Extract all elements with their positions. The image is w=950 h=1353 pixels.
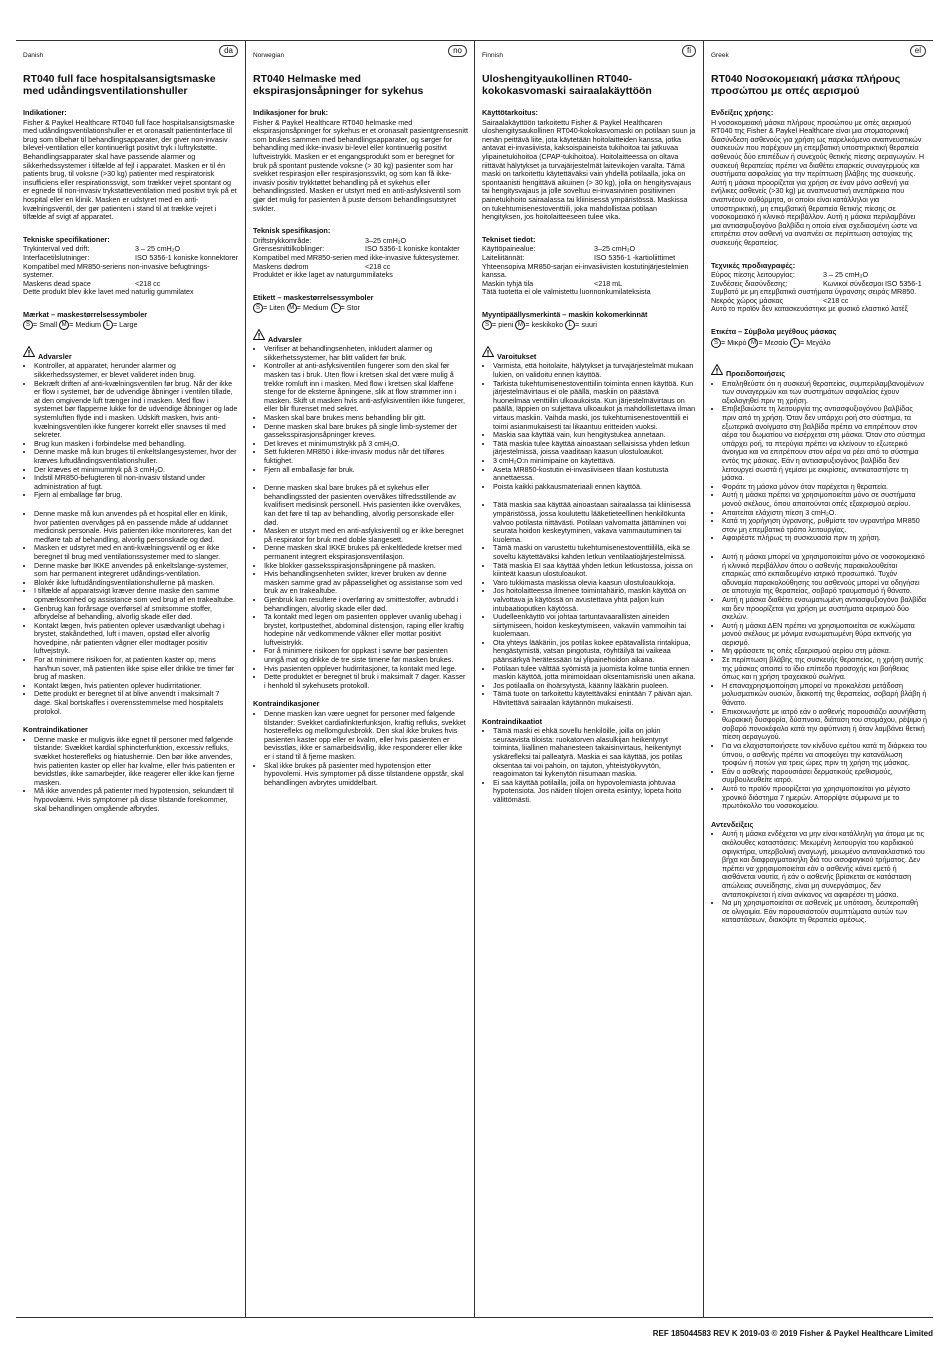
column-fi: [474, 41, 703, 1317]
warning-item: • Maskia saa käyttää vain, kun hengitystukea annetaan.: [493, 431, 697, 440]
contraindications-list: [253, 710, 468, 787]
language-code-badge: fi: [682, 45, 696, 57]
warning-item: • Bekræft driften af anti-kvælningsventilen før brug. Når der ikke er flow i systemet, bør de udvendige åbninger i ventilen tillade, at den omgivende luft trænger ind i masken. Med flow i systemet bør flapperne lukke for de udvendige åbninger og lade systemluften flyde ind i masken. Udskift masken, hvis anti-kvælningsventilen ikke fungerer korrekt eller snavses til med sekreter.: [34, 380, 239, 440]
warning-item: • Potilaan tulee välttää syömistä ja juomista kolme tuntia ennen maskin käyttöä, jotta minimoidaan oksentamisriski unen aikana.: [493, 665, 697, 682]
size-label: = Μεσαίο: [758, 337, 789, 347]
warning-item: • Dette produktet er beregnet til bruk i maksimalt 7 dager. Kasser i henhold til sykehusets protokoll.: [264, 673, 468, 690]
size-s-icon: S: [482, 320, 492, 330]
contraindication-item: • Skal ikke brukes på pasienter med hypotensjon etter hypovolemi. Hvis symptomer på disse tilstandene oppstår, skal behandlingen avbrytes umiddelbart.: [264, 762, 468, 788]
size-symbols: [253, 303, 468, 313]
warning-triangle-icon: [253, 327, 265, 345]
spec-note: Kompatibel med MR850-seriens non-invasive befugtnings-systemer.: [23, 261, 210, 280]
warning-item: • Αυτή η μάσκα μπορεί να χρησιμοποιείται μόνο σε νοσοκομειακό ή κλινικό περιβάλλον όπου ο ασθενής παρακολουθείται επαρκώς από εκπαιδευμένο ιατρικό προσωπικό. Τυχόν αδυναμία παρακολούθησης του ασθενούς μπορεί να οδηγήσει σε αποτυχία της θεραπείας, σοβαρό τραυματισμό ή θάνατο.: [722, 553, 927, 596]
warning-item: • Denne masken skal bare brukes på et sykehus eller behandlingssted der pasienten overvåkes tilfredsstillende av kvalifisert medisinsk personell. Hvis pasienten ikke overvåkes, kan det føre til tap av behandling, alvorlig personskade eller død.: [264, 484, 468, 527]
spec-note: Tätä tuotetta ei ole valmistettu luonnonkumilateksista: [482, 287, 651, 297]
warning-item: • Masken er udstyret med en anti-kvælningsventil og er ikke beregnet til brug med ventilationssystemer med to slanger.: [34, 544, 239, 561]
indications-heading: Käyttötarkoitus:: [482, 108, 538, 117]
contraindications-heading: Kontraindikationer: [23, 725, 88, 735]
size-label: = Stor: [340, 303, 360, 313]
spec-heading: Tekniset tiedot:: [482, 234, 536, 244]
warning-item: • Dette produkt er beregnet til at blive anvendt i maksimalt 7 dage. Skal bortskaffes i overensstemmelse med hospitalets protokol.: [34, 690, 239, 716]
contraindication-item: • Ei saa käyttää potilailla, joilla on hypovolemiasta johtuvaa hypotensiota. Jos näiden tilojen oireita esiintyy, lopeta hoito välittömästi.: [493, 779, 697, 805]
warning-item: • Varo tukkimasta maskissa olevia kaasun ulostuloaukkoja.: [493, 579, 697, 588]
contraindications-heading: Kontraindikaatiot: [482, 716, 542, 726]
size-label: = Μεγάλο: [800, 337, 831, 347]
spec-value: 3–25 cmH₂O: [594, 244, 636, 254]
spec-key: Grensesnittilkoblinger:: [253, 244, 325, 254]
warning-item: • Uudelleenkäyttö voi johtaa tartuntavaarallisten aineiden siirtymiseen, hoidon keskeytymiseen, vakaviin vammoihin tai kuolemaan.: [493, 613, 697, 639]
warning-item: • Kontakt lægen, hvis patienten oplever usædvanligt ubehag i brystet, stakåndethed, luft i maven, opstød eller alvorlig hovedpine, når patienten vågner eller modtager positiv luftvejstryk.: [34, 622, 239, 656]
size-label: = keskikoko: [525, 320, 564, 330]
warning-item: • Kontroller at anti-asfyksiventilen fungerer som den skal før masken tas i bruk. Uten flow i kretsen skal det være mulig å trekke romluft inn i masken. Med flow i kretsen skal klaffene stenge for de eksterne åpningene, slik at flow strømmer inn i masken. Skift ut masken hvis anti-asfyksiventilen ikke fungerer, eller blir flurenset med sekret.: [264, 362, 468, 414]
warning-item: • Sett fukteren MR850 i ikke-invasiv modus når det tilføres fuktighet.: [264, 448, 468, 465]
contraindications-heading: Αντενδείξεις: [711, 819, 754, 829]
section-title: Uloshengityaukollinen RT040-kokokasvomaski sairaalakäyttöön: [482, 73, 652, 97]
warning-item: • Tätä maskia EI saa käyttää yhden letkun letkustossa, joissa on kiinteät kaasun ulostuloaukot.: [493, 562, 697, 579]
warning-item: • Denne maske må kun anvendes på et hospital eller en klinik, hvor patienten overvåges på en passende måde af uddannet medicinsk personale. Hvis patienten ikke monitoreres, kan det medføre tab af behandling, alvorlig personskade og død.: [34, 510, 239, 544]
indications-text: Η νοσοκομειακή μάσκα πλήρους προσώπου με οπές αερισμού RT040 της Fisher & Paykel Healthcare είναι μια στοματορινική διασύνδεση ασθενούς για χρήση ως παρελκόμενο αναπνευστικών συσκευών που παρέχουν μη επεμβατική υποστηρικτική θεραπεία ασθενούς δύο επιπέδων ή συνεχούς θετικής πίεσης αεραγωγών. Η συσκευή θεραπείας πρέπει να διαθέτει επαρκείς συναγερμούς και συστήματα ασφαλείας για την περίπτωση βλάβης της συσκευής. Αυτή η μάσκα προορίζεται για χρήση σε έναν μόνο ασθενή για ενήλικες ασθενείς (>30 kg) με αναπνευστική ανεπάρκεια που αναπνέουν αυθόρμητα, οι οποίοι είναι κατάλληλοι για υποστηρικτική, μη επεμβατική θεραπεία θετικής πίεσης σε νοσοκομειακό ή κλινικό περιβάλλον. Αυτή η μάσκα περιλαμβάνει μια αντιασφυξιογόνο βαλβίδα η οποία είναι σχεδιασμένη ώστε να επιτρέπει στον ασθενή να αναπνέει σε περίπτωση αστοχίας της συσκευής θεραπείας.: [711, 117, 925, 247]
spec-value: ISO 5356-1 koniske konnektorer: [135, 252, 239, 262]
warning-triangle-icon: [482, 344, 494, 362]
spec-note: Kompatibel med MR850-serien med ikke-invasive fuktesystemer.: [253, 252, 460, 262]
warning-item: • Genbrug kan forårsage overførsel af smitsomme stoffer, afbrydelse af behandling, alvorlig skade eller død.: [34, 605, 239, 622]
warning-item: • Επαληθεύστε ότι η συσκευή θεραπείας, συμπεριλαμβανομένων των συναγερμών και των συστημάτων ασφαλείας έχουν αξιολογηθεί πριν τη χρήση.: [722, 380, 927, 406]
warnings-list-2: [253, 484, 468, 690]
warnings-list-1: [482, 362, 697, 491]
warning-item: • Αυτή η μάσκα διαθέτει ενσωματωμένη αντιασφυξιογόνο βαλβίδα και δεν προορίζεται για χρήση με συστήματα αερισμού δύο σκελών.: [722, 596, 927, 622]
warning-item: • Επικοινωνήστε με ιατρό εάν ο ασθενής παρουσιάζει ασυνήθιστη θωρακική δυσφορία, δύσπνοια, διάταση του στομάχου, ρέψιμο ή σοβαρό πονοκέφαλο κατά την αφύπνιση ή όταν λαμβάνει θετική πίεση αεραγωγού.: [722, 708, 927, 742]
warning-item: • Denne maske bør IKKE anvendes på enkeltslange-systemer, som har permanent integreret udåndings-ventilation.: [34, 562, 239, 579]
size-l-icon: L: [103, 320, 113, 330]
warning-item: • Masken er utstyrt med en anti-asfyksiventil og er ikke beregnet på respirator for bruk med doble slangesett.: [264, 527, 468, 544]
warnings-list-1: [253, 345, 468, 474]
size-m-icon: M: [59, 320, 69, 330]
warning-item: • Ikke blokker gasseksspirasjonsåpningene på masken.: [264, 562, 468, 571]
warning-triangle-icon: [711, 362, 723, 380]
spec-key: Συνδέσεις διασύνδεσης:: [711, 278, 788, 288]
size-l-icon: L: [790, 338, 800, 348]
warning-item: • Denne masken skal bare brukes på single limb-systemer der gasseksspirasjonsåpninger kreves.: [264, 423, 468, 440]
size-symbols: [23, 320, 239, 330]
spec-row: [711, 305, 927, 314]
spec-key: Maskens dead space: [23, 278, 91, 288]
warning-triangle-icon: [23, 344, 35, 362]
spec-row: [482, 288, 697, 297]
warning-item: • Σε περίπτωση βλάβης της συσκευής θεραπείας, η χρήση αυτής της μάσκας απαιτεί το ίδιο επίπεδο προσοχής και βοήθειας όπως και η χρήση τραχειακού σωλήνα.: [722, 656, 927, 682]
warning-item: • Masken skal bare brukes mens behandling blir gitt.: [264, 414, 468, 423]
contraindications-list: [711, 830, 927, 925]
size-s-icon: S: [253, 303, 263, 313]
section-title: RT040 Νοσοκομειακή μάσκα πλήρους προσώπου με οπές αερισμού: [711, 73, 901, 97]
size-m-icon: M: [287, 303, 297, 313]
size-label: = Large: [112, 320, 138, 330]
size-label: = Medium: [296, 303, 329, 313]
spec-row: [253, 271, 468, 280]
sizes-heading: Etikett – maskestørrelsessymboler: [253, 292, 374, 302]
size-symbols: [711, 338, 927, 348]
spec-key: Maskin tyhjä tila: [482, 278, 534, 288]
spec-heading: Tekniske specifikationer:: [23, 234, 110, 244]
warning-item: • Αυτό το προϊόν προορίζεται για χρησιμοποιείται για μέγιστο χρονικό διάστημα 7 ημερών. Απορρίψτε σύμφωνα με το πρωτόκολλο του νοσοκομείου.: [722, 785, 927, 811]
warning-item: • 3 cmH₂O:n minimipaine on käytettävä.: [493, 457, 697, 466]
spec-table: [253, 237, 468, 280]
warning-item: • Fjern al emballage før brug.: [34, 491, 239, 500]
language-label: Greek: [711, 52, 729, 59]
warning-item: • Επιβεβαιώστε τη λειτουργία της αντιασφυξιογόνου βαλβίδας πριν από τη χρήση. Όταν δεν υπάρχει ροή στο σύστημα, τα εξωτερικά ανοίγματα στη βαλβίδα πρέπει να επιτρέπουν στον αέρα του δωματίου να εισέρχεται στη μάσκα. Όταν στο σύστημα υπάρχει ροή, τα πτερύγια πρέπει να κλείνουν το εξωτερικό άνοιγμα και να επιτρέπουν στον αέρα να ρέει από το σύστημα εντός της μάσκας. Εάν η αντιασφυξιογόνος βαλβίδα δεν λειτουργεί σωστά ή γεμίσει με εκκρίσεις, αντικαταστήστε τη μάσκα.: [722, 405, 927, 482]
warning-item: • Det kreves et minimumstrykk på 3 cmH₂O.: [264, 440, 468, 449]
indications-text: Fisher & Paykel Healthcare RT040 helmaske med ekspirasjonsåpninger for sykehus er et oronasalt pasientgrensesnitt som brukes sammen med behandlingsapparater, og sørger for behandling med ikke-invasiv bi-level eller kontinuerlig positivt luftveistrykk. Masken er et engangsprodukt som er beregnet for bruk på spontant pustende voksne (> 30 kg) pasienter som har svekket respirasjon eller respirasjonssvikt, og som kan få ikke-invasiv positiv trykktøttet behandling på et sykehus eller behandlingssted. Masken er utstyrt med en anti-asfyksiventil som gjør det mulig for pasienten å puste dersom behandlingsutstyret svikter.: [253, 117, 468, 213]
spec-key: Interfacetilslutninger:: [23, 252, 90, 262]
spec-row: [482, 263, 697, 280]
warning-item: • Denne maske må kun bruges til enkeltslangesystemer, hvor der kræves luftudåndingsventilationshuller.: [34, 448, 239, 465]
contraindications-list: [23, 736, 239, 813]
warnings-heading: Advarsler: [268, 334, 302, 344]
spec-key: Käyttöpainealue:: [482, 244, 536, 254]
warning-item: • Aseta MR850-kostutin ei-invasiiviseen tilaan kostutusta annettaessa.: [493, 466, 697, 483]
warnings-header: [253, 327, 468, 345]
size-l-icon: L: [565, 320, 575, 330]
language-label: Danish: [23, 52, 44, 59]
warnings-heading: Advarsler: [38, 351, 72, 361]
warning-item: • Fjern all emballasje før bruk.: [264, 466, 468, 475]
spec-value: ISO 5356-1 -kartioliittimet: [594, 252, 676, 262]
spec-row: [23, 288, 239, 297]
warning-item: • Tarkista tukehtumisenestoventtiilin toiminta ennen käyttöä. Kun järjestelmävirtaus ei ole päällä, maskiin on päästävä huoneilmaa venttiilin ulkoaukoista. Kun järjestelmävirtaus on päällä, läppien on suljettava ulkoaukot ja mahdollistettava ilman virtaus maskiin. Vaihda maski, jos tukehtumisenestoventtiili ei toimi asianmukaisesti tai likaantuu eritteiden vuoksi.: [493, 380, 697, 432]
warning-item: • Αυτή η μάσκα ΔΕΝ πρέπει να χρησιμοποιείται σε κυκλώματα μονού σκέλους με μόνιμα ενσωματωμένη θύρα εκπνοής για αερισμό.: [722, 622, 927, 648]
warnings-list-2: [711, 553, 927, 811]
language-code-badge: da: [219, 45, 238, 57]
section-title: RT040 Helmaske med ekspirasjonsåpninger for sykehus: [253, 73, 424, 97]
spec-value: Κωνικοί σύνδεσμοι ISO 5356-1: [823, 278, 922, 288]
warnings-header: [711, 362, 927, 380]
warning-item: • Denne masken skal IKKE brukes på enkeltledede kretser med permanent integrert ekspirasjonsventilasjon.: [264, 544, 468, 561]
size-m-icon: M: [515, 320, 525, 330]
size-label: = Small: [33, 320, 58, 330]
spec-note: Συμβατό με μη επεμβατικά συστήματα ύγρανσης σειράς MR850.: [711, 287, 917, 297]
warning-item: • Poista kaikki pakkausmateriaali ennen käyttöä.: [493, 483, 697, 492]
language-code-badge: no: [448, 45, 467, 57]
spec-note: Yhteensopiva MR850-sarjan ei-invasiivisten kostutinjärjestelmien kanssa.: [482, 261, 689, 280]
warning-item: • Der kræves et minimumtryk på 3 cmH₂O.: [34, 466, 239, 475]
spec-table: [711, 271, 927, 314]
column-da: [16, 41, 245, 1317]
spec-note: Αυτό το προϊόν δεν κατασκευάστηκε με φυσικό ελαστικό λατέξ: [711, 304, 908, 314]
warning-item: • Κατά τη χορήγηση ύγρανσης, ρυθμίστε τον υγραντήρα MR850 στον μη επεμβατικό τρόπο λειτουργίας.: [722, 517, 927, 534]
contraindication-item: • Må ikke anvendes på patienter med hypotension, sekundært til hypovolæmi. Hvis symptomer på disse tilstande forekommer, skal behandlingen omgående afbrydes.: [34, 787, 239, 813]
size-s-icon: S: [711, 338, 721, 348]
spec-heading: Teknisk spesifikasjon:: [253, 226, 331, 236]
warning-item: • I tilfælde af apparatsvigt kræver denne maske den samme opmærksomhed og assistance som ved brug af en trakealtube.: [34, 587, 239, 604]
warning-item: • Hvis pasienten opplever hudirritasjoner, ta kontakt med lege.: [264, 665, 468, 674]
spec-value: <218 mL: [594, 278, 623, 288]
size-m-icon: M: [748, 338, 758, 348]
sizes-heading: Mærkat – maskestørrelsessymboler: [23, 309, 148, 319]
warning-item: • Μη φράσσετε τις οπές εξαερισμού αερίου στη μάσκα.: [722, 647, 927, 656]
warnings-heading: Προειδοποιήσεις: [726, 369, 786, 379]
warnings-header: [482, 344, 697, 362]
contraindication-item: • Denne maske er muligvis ikke egnet til personer med følgende tilstande: Svækket kardial sphincterfunktion, excessiv refluks, svækket hosterefleks og hiatushernie. Den bør ikke anvendes, hvis patienten kaster op eller har kvalme, eller hvis patienten er bevidstløs, ikke samarbejder, ikke reagerer eller ikke kan fjerne masken.: [34, 736, 239, 788]
spec-value: <218 cc: [823, 295, 849, 305]
warning-item: • Indstil MR850-befugteren til non-invasiv tilstand under administration af fugt.: [34, 474, 239, 491]
spec-row: [23, 263, 239, 280]
contraindication-item: • Tämä maski ei ehkä sovellu henkilöille, joilla on jokin seuraavista tiloista: ruokatorven alasulkijan heikentynyt toiminta, liiallinen mahanesteen takaisinvirtaus, heikentynyt yskärefleksi tai palleatyrä. Maskia ei saa käyttää, jos potilas oksentaa tai voi pahoin, on tajuton, yhteistyökyvytön, reagoimaton tai kykenytön riisumaan maskia.: [493, 727, 697, 779]
spec-key: Νεκρός χώρος μάσκας: [711, 295, 784, 305]
warning-item: • Για να ελαχιστοποιήσετε τον κίνδυνο εμέτου κατά τη διάρκεια του ύπνου, ο ασθενής πρέπει να αποφεύγει την κατανάλωση τροφών ή ποτών για τρεις ώρες πριν τη χρήση της μάσκας.: [722, 742, 927, 768]
spec-key: Driftstrykkområde:: [253, 235, 312, 245]
size-s-icon: S: [23, 320, 33, 330]
spec-table: [23, 245, 239, 297]
warning-item: • Tämä maski on varustettu tukehtumisenestoventtiilillä, eikä se soveltu käytettäväksi kahden letkun ventilaatiojärjestelmissä.: [493, 544, 697, 561]
warning-item: • Brug kun masken i forbindelse med behandling.: [34, 440, 239, 449]
warning-item: • Gjenbruk kan resultere i overføring av smittestoffer, avbrudd i behandlingen, alvorlig skade eller død.: [264, 596, 468, 613]
spec-table: [482, 245, 697, 297]
indications-heading: Ενδείξεις χρήσης:: [711, 108, 774, 117]
warning-item: • For å minimere risikoen for oppkast i søvne bør pasienten unngå mat og drikke de tre siste timene før masken brukes.: [264, 647, 468, 664]
section-title: RT040 full face hospitalsansigtsmaske med udåndingsventilationshuller: [23, 73, 216, 97]
size-label: = pieni: [492, 320, 514, 330]
warning-item: • Blokér ikke luftudåndingsventilationshullerne på masken.: [34, 579, 239, 588]
spec-key: Laiteliitännät:: [482, 252, 525, 262]
language-label: Norwegian: [253, 52, 285, 59]
spec-note: Dette produkt blev ikke lavet med naturlig gummilatex: [23, 287, 194, 297]
warning-item: • Tämä tuote on tarkoitettu käytettäväksi enintään 7 päivän ajan. Hävitettävä sairaalan käytännön mukaisesti.: [493, 690, 697, 707]
warning-item: • Φοράτε τη μάσκα μόνον όταν παρέχεται η θεραπεία.: [722, 483, 927, 492]
size-label: = Μικρό: [721, 337, 747, 347]
warnings-list-1: [711, 380, 927, 543]
warning-item: • Varmista, että hoitolaite, hälytykset ja turvajärjestelmät mukaan lukien, on validoitu ennen käyttöä.: [493, 362, 697, 379]
contraindication-item: • Denne masken kan være uegnet for personer med følgende tilstander: Svekket cardiafinkterfunksjon, kraftig refluks, svekket hosterefleks og mellomgulvsbrokk. Den skal ikke brukes hvis pasienten kaster opp eller er kvalm, eller hvis pasienten er bevisstløs, ikke er samarbeidsvillig, ikke responderer eller ikke er i stand til å fjerne masken.: [264, 710, 468, 762]
spec-key: Maskens dødrom: [253, 261, 309, 271]
warning-item: • Ota yhteys lääkäriin, jos potilas kokee epätavallista rintakipua, hengästymistä, vatsan pingotusta, röyhtäilyä tai vaikeaa päänsärkyä herätessään tai ylipainehoidon aikana.: [493, 639, 697, 665]
warning-item: • For at minimere risikoen for, at patienten kaster op, mens han/hun sover, må patienten ikke spise eller drikke tre timer før brug af masken.: [34, 656, 239, 682]
size-symbols: [482, 320, 697, 330]
warnings-list-2: [482, 501, 697, 707]
spec-value: 3 – 25 cmH₂O: [135, 244, 181, 254]
spec-value: 3–25 cmH₂O: [365, 235, 407, 245]
indications-text: Fisher & Paykel Healthcare RT040 full face hospitalsansigtsmaske med udåndingsventilationshuller er et oronasalt patientinterface til brug som tilbehør til behandlingsapparater, der giver non-invasiv bilevel-ventilation eller kontinuerligt positivt tryk i luftrykstøtte. Behandlingsapparater skal have passende alarmer og sikkerhedssystemer i tilfælde af fejl i apparatet. Masken er til én patients brug, til voksne (>30 kg) patienter med respiratorisk insufficiens eller respirationssvigt, som trækker vejret spontant og er egnede til non-invasiv trykstøtteventilation med positivt tryk på et hospital eller en klinik. Masken er udstyret med en anti-kvælningsventil, der gør patienten i stand til at trække vejret i tilfælde af svigt af apparatet.: [23, 117, 237, 222]
warning-item: • Εάν ο ασθενής παρουσιάσει δερματικούς ερεθισμούς, συμβουλευθείτε ιατρό.: [722, 768, 927, 785]
warning-item: • Απαιτείται ελάχιστη πίεση 3 cmH₂O.: [722, 509, 927, 518]
spec-key: Εύρος πίεσης λειτουργίας:: [711, 270, 795, 280]
spec-value: <218 cc: [365, 261, 391, 271]
column-el: [703, 41, 933, 1317]
document-reference: REF 185044583 REV K 2019-03 © 2019 Fisher & Paykel Healthcare Limited: [652, 1329, 933, 1338]
contraindications-list: [482, 727, 697, 804]
warning-item: • Jos hoitolaitteessa ilmenee toimintahäiriö, maskin käyttöä on valvottava ja käytössä on avustettava yhtä paljon kuin intubaatioputken käytössä.: [493, 587, 697, 613]
indications-heading: Indikationer:: [23, 108, 67, 117]
warning-item: • Ta kontakt med legen om pasienten opplever uvanlig ubehag i brystet, kortpustethet, abdominal distensjon, raping eller kraftig hodepine når vedkommende våkner eller mottar positivt luftveistrykk.: [264, 613, 468, 647]
contraindication-item: • Αυτή η μάσκα ενδέχεται να μην είναι κατάλληλη για άτομα με τις ακόλουθες καταστάσεις: Μειωμένη λειτουργία του καρδιακού σφιγκτήρα, υπερβολική αναγωγή, μειωμένο αντανακλαστικό του βήχα και διαφραγματοκήλη διά του οισοφαγικού τρήματος. Δεν πρέπει να χρησιμοποιείται εάν ο ασθενής κάνει εμετό ή αισθάνεται ναυτία, ή εάν ο ασθενής βρίσκεται σε κατάσταση απώλειας συνείδησης, είναι μη συνεργάσιμος, δεν ανταποκρίνεται ή είναι ανίκανος να αφαιρέσει τη μάσκα.: [722, 830, 927, 899]
warning-item: • Kontakt lægen, hvis patienten oplever hudirritationer.: [34, 682, 239, 691]
sizes-heading: Ετικέτα – Σύμβολα μεγέθους μάσκας: [711, 327, 837, 337]
warning-item: • Tätä maskia tulee käyttää ainoastaan sellaisissa yhden letkun järjestelmissä, joissa vaaditaan kaasun ulostuloaukot.: [493, 440, 697, 457]
language-code-badge: el: [910, 45, 926, 57]
warning-item: • Verifiser at behandlingsenheten, inkludert alarmer og sikkerhetssystemer, har blitt validert før bruk.: [264, 345, 468, 362]
warnings-header: [23, 344, 239, 362]
spec-heading: Τεχνικές προδιαγραφές:: [711, 260, 796, 270]
size-l-icon: L: [331, 303, 341, 313]
document-frame: [16, 40, 933, 1318]
spec-value: ISO 5356-1 koniske kontakter: [365, 244, 460, 254]
spec-note: Produktet er ikke laget av naturgummilateks: [253, 270, 393, 280]
size-label: = Medium: [69, 320, 101, 330]
spec-key: Trykinterval ved drift:: [23, 244, 90, 254]
spec-value: 3 – 25 cmH₂O: [823, 270, 869, 280]
warning-item: • Η επαναχρησιμοποίηση μπορεί να προκαλέσει μετάδοση μολυσματικών ουσιών, διακοπή της θεραπείας, σοβαρή βλάβη ή θάνατο.: [722, 682, 927, 708]
size-label: = Liten: [263, 303, 285, 313]
warning-item: • Kontroller, at apparatet, herunder alarmer og sikkerhedssystemer, er blevet valideret inden brug.: [34, 362, 239, 379]
warnings-heading: Varoitukset: [497, 351, 537, 361]
warning-item: • Jos potilaalla on ihoärsytystä, käänny lääkärin puoleen.: [493, 682, 697, 691]
sizes-heading: Myyntipäällysmerkintä – maskin kokomerkinnät: [482, 309, 648, 319]
indications-text: Sairaalakäyttöön tarkoitettu Fisher & Paykel Healthcaren uloshengitysaukollinen RT040-kokokasvomaski on potilaan suun ja nenän peittävä liite, jota käytetään hoitolaitteiden kanssa, jotka antavat ei-invasiivista, kaksoispaineista tukihoitoa tai jatkuvaa ylipainetukihoitoa (CPAP-tukihoitoa). Hoitolaitteessa on oltava riittävät hälytykset ja turvajärjestelmät laitevikojen varalta. Tämä maski on tarkoitettu käytettäväksi vain yhdellä potilaalla, joka on spontaanisti hengittävä aikuinen (> 30 kg), jolla on hengitysvajaus tai hengitysvajaus ja jolle soveltuu ei-invasiivinen positiivinen painetukihoito sairaalassa tai kliinisessä ympäristössä. Maskissa on tukehtumisenestoventtiili, joka mahdollistaa potilaan hengityksen, jos hoitolaitteeseen tulee vika.: [482, 117, 696, 222]
spec-value: <218 cc: [135, 278, 161, 288]
warnings-list-1: [23, 362, 239, 500]
warning-item: • Αυτή η μάσκα πρέπει να χρησιμοποιείται μόνο σε συστήματα μονού σκέλους, όπου απαιτούνται οπές εξαερισμού αερίου.: [722, 491, 927, 508]
warning-item: • Tätä maskia saa käyttää ainoastaan sairaalassa tai kliinisessä ympäristössä, jossa koulutettu lääketieteellinen henkilökunta valvoo potilasta riittävästi. Potilaan valvomatta jättäminen voi seurata hoidon keskeytyminen, vakava vammautuminen tai kuolema.: [493, 501, 697, 544]
column-no: [245, 41, 474, 1317]
size-label: = suuri: [575, 320, 597, 330]
warnings-list-2: [23, 510, 239, 716]
contraindications-heading: Kontraindikasjoner: [253, 699, 320, 709]
warning-item: • Hvis behandlingsenheten svikter, krever bruken av denne masken samme grad av påpasselighet og assistanse som ved bruk av en trakealtube.: [264, 570, 468, 596]
language-label: Finnish: [482, 52, 503, 59]
warning-item: • Αφαιρέστε πλήρως τη συσκευασία πριν τη χρήση.: [722, 534, 927, 543]
contraindication-item: • Να μη χρησιμοποιείται σε ασθενείς με υπόταση, δευτεροπαθή σε ολιγαιμία. Εάν παρουσιαστούν συμπτώματα αυτών των καταστάσεων, διακόψτε τη θεραπεία αμέσως.: [722, 899, 927, 925]
indications-heading: Indikasjoner for bruk:: [253, 108, 329, 117]
